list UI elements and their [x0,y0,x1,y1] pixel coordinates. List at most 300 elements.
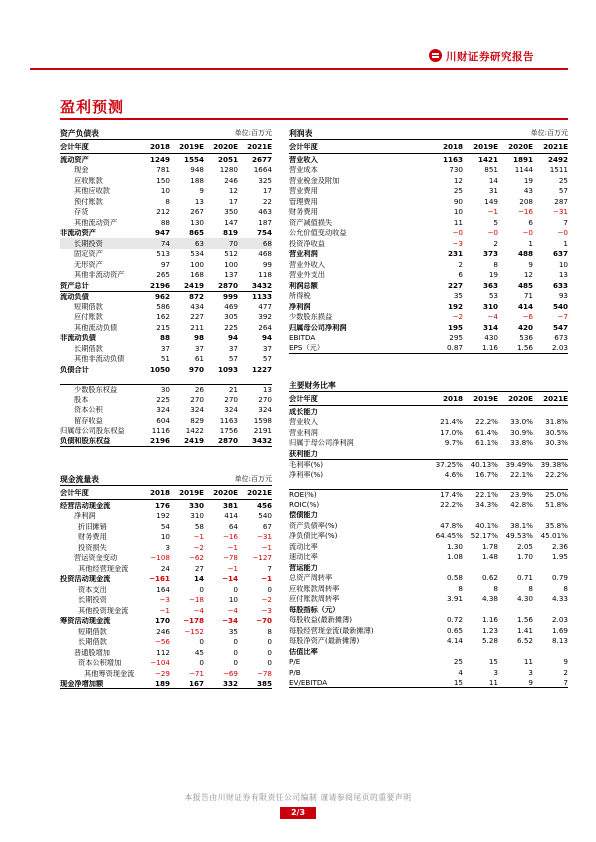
income-cell: 25 [558,175,568,185]
balance-cell: 305 [224,312,238,322]
income-row [289,154,568,165]
cashflow-cell: −2 [193,542,204,552]
balance-cell: 98 [193,333,204,343]
ratios-cell: 0.72 [446,615,463,625]
income-cell: 12 [523,270,533,280]
ratios-row-label: 应付账款周转率 [289,595,340,603]
income-cell: 192 [447,301,463,311]
income-cell: 195 [447,322,463,332]
cashflow-cell: 381 [222,500,238,510]
balance-row-label: 其他应收款 [74,187,110,195]
income-cell: 1 [528,238,533,248]
cashflow-cell: −69 [222,668,238,678]
ratios-row [289,427,568,438]
ratios-row [289,520,568,531]
balance-row-label: 其他流动负债 [74,323,118,331]
ratios-cell: 8.13 [551,636,568,646]
cashflow-header-row [60,486,272,500]
ratios-cell: 33.8% [510,438,533,448]
balance-row [60,217,272,228]
cashflow-row-label: 折旧摊销 [78,522,107,530]
cashflow-cell: −31 [256,532,272,542]
ratios-row-label: 每股净资产(最新摊薄) [289,637,360,645]
ratios-row-label: 总资产周转率 [289,574,333,582]
balance-cell: 534 [190,249,204,259]
ratios-cell: 1.56 [516,615,533,625]
cashflow-row-label: 经营活动现金流 [60,501,111,509]
ratios-cell: 2 [563,667,568,677]
income-cell: −16 [517,207,533,217]
balance-row [60,186,272,197]
income-cell: 71 [523,291,533,301]
balance-row-label: 非流动资产 [60,229,96,237]
balance-cell: 57 [228,354,238,364]
income-cell: 53 [488,291,498,301]
balance-row-label: 应付账款 [74,313,103,321]
ratios-cell: 37.25% [435,459,463,469]
cashflow-cell: −78 [222,553,238,563]
ratios-row [289,552,568,563]
income-cell: 2492 [547,154,568,164]
ratios-cell: 49.53% [505,531,533,541]
ratios-cell: 9 [563,657,568,667]
balance-row-label: 其他非流动资产 [74,271,125,279]
cashflow-cell: −34 [221,616,238,626]
ratios-row [289,499,568,510]
balance-cell: 2419 [183,280,204,290]
cashflow-cell: 167 [188,678,204,688]
ratios-row-label: 净利率(%) [289,470,324,478]
ratios-row [289,657,568,668]
balance-cell: 37 [228,343,238,353]
cashflow-header-label: 会计年度 [60,488,89,497]
ratios-year-header: 2019E [473,393,498,403]
income-cell: 314 [482,322,498,332]
ratios-row [289,417,568,428]
ratios-header-label: 会计年度 [289,394,318,403]
ratios-cell: 22.1% [475,489,498,499]
income-row-label: 营业收入 [289,155,318,163]
cashflow-row-label: 净利润 [74,512,96,520]
balance-cell: 51 [160,354,170,364]
income-row-label: 公允价值变动收益 [289,229,347,237]
ratios-row [289,448,568,459]
cashflow-cell: 0 [199,658,204,668]
income-cell: 485 [517,280,533,290]
income-row-label: 营业外收入 [289,260,325,268]
income-cell: 287 [554,196,568,206]
ratios-cell: 4.14 [446,636,463,646]
cashflow-cell: −70 [255,616,272,626]
income-row [289,291,568,302]
income-cell: −0 [522,228,533,238]
ratios-row-label: 每股经营现金流(最新摊薄) [289,626,374,634]
balance-cell: 37 [160,343,170,353]
income-row-label: 资产减值损失 [289,218,333,226]
balance-cell: 324 [258,405,272,415]
ratios-cell: 4.30 [516,594,533,604]
income-cell: 19 [523,175,533,185]
income-cell: −6 [522,312,533,322]
balance-cell: 1598 [253,415,272,425]
cashflow-cell: 310 [190,511,204,521]
balance-row-label: 资产总计 [60,281,89,289]
balance-cell: 70 [228,238,238,248]
balance-row [60,175,272,186]
cashflow-year-header: 2020E [213,487,238,497]
income-cell: 536 [519,333,533,343]
ratios-row-label: 每股指标（元） [289,605,340,613]
balance-cell: 1664 [253,165,272,175]
balance-row [60,249,272,260]
income-cell: 673 [554,333,568,343]
income-row-label: 营业外支出 [289,271,325,279]
income-cell: 430 [484,333,498,343]
footer-disclaimer: 本报告由川财证券有限责任公司编制 谨请参阅尾页的重要声明 [184,793,412,802]
balance-row [60,354,272,365]
cashflow-cell: 54 [160,521,170,531]
cashflow-row-label: 短期借款 [78,627,107,635]
balance-cell: 212 [156,207,170,217]
ratios-cell: 25 [453,657,463,667]
ratios-cell: 39.49% [505,459,533,469]
cashflow-cell: 414 [224,511,238,521]
cashflow-cell: −161 [148,574,170,584]
income-row-label: 所得税 [289,292,311,300]
income-cell: 1144 [514,165,533,175]
cashflow-cell: −18 [188,595,204,605]
cashflow-row-label: 长期投资 [78,596,107,604]
cashflow-cell: 540 [258,511,272,521]
income-cell: 420 [517,322,533,332]
balance-cell: 1093 [217,364,238,374]
balance-row [60,165,272,176]
income-cell: 90 [453,196,463,206]
income-cell: 10 [558,259,568,269]
balance-row-label: 现金 [74,166,89,174]
ratios-cell: 42.8% [510,499,533,509]
balance-row-label: 负债和股东权益 [60,437,111,445]
ratios-cell: 5.28 [481,636,498,646]
ratios-cell: 51.8% [545,499,568,509]
ratios-cell: 23.9% [510,489,533,499]
income-cell: 6 [458,270,463,280]
balance-row [60,322,272,333]
ratios-row-label: 资产负债率(%) [289,521,338,529]
cashflow-row [60,647,272,658]
balance-row-label: 留存收益 [74,416,103,424]
ratios-cell: 9.7% [444,438,463,448]
balance-title-row [60,128,272,140]
balance-cell: 1422 [185,426,204,436]
ratios-cell: 2.05 [516,541,533,551]
ratios-cell: 1.23 [481,625,498,635]
ratios-row [289,541,568,552]
cashflow-cell: 8 [267,626,272,636]
balance-cell: 477 [258,301,272,311]
balance-cell: 970 [188,364,204,374]
ratios-cell: 8 [528,583,533,593]
balance-cell: 270 [190,394,204,404]
cashflow-row [60,679,272,690]
ratios-cell: 34.3% [475,499,498,509]
balance-cell: 865 [188,228,204,238]
income-row [289,259,568,270]
income-cell: 637 [552,249,568,259]
cashflow-row-label: 投资损失 [78,543,107,551]
cashflow-cell: 192 [156,511,170,521]
ratios-title: 主要财务比率 [289,380,336,390]
income-cell: 2.03 [551,343,568,353]
ratios-cell: 15 [488,657,498,667]
cashflow-cell: 14 [193,574,204,584]
balance-cell: 118 [258,270,272,280]
balance-cell: 211 [190,322,204,332]
income-cell: −0 [487,228,498,238]
income-cell: 19 [488,270,498,280]
ratios-row-label: ROE(%) [289,490,317,498]
balance-cell: 2677 [251,154,272,164]
balance-cell: 270 [258,394,272,404]
balance-row [60,415,272,426]
income-row [289,280,568,291]
balance-cell: 246 [224,175,238,185]
cashflow-cell: 3 [165,542,170,552]
cashflow-cell: −3 [159,595,170,605]
cashflow-row [60,500,272,511]
balance-cell: 324 [156,405,170,415]
cashflow-cell: 67 [262,521,272,531]
cashflow-cell: 330 [188,500,204,510]
ratios-title-row [289,380,568,392]
ratios-cell: 6.52 [516,636,533,646]
income-cell: −0 [557,228,568,238]
ratios-cell: 17.4% [440,489,463,499]
cashflow-cell: 0 [199,637,204,647]
income-row [289,165,568,176]
income-cell: 0.87 [446,343,463,353]
balance-cell: 469 [224,301,238,311]
ratios-cell: 1.30 [446,541,463,551]
company-logo-icon [429,49,442,62]
cashflow-row [60,605,272,616]
cashflow-cell: −71 [188,668,204,678]
balance-cell: 392 [258,312,272,322]
balance-cell: 68 [262,238,272,248]
cashflow-cell: 332 [222,678,238,688]
balance-cell: 17 [228,196,238,206]
balance-cell: 10 [160,186,170,196]
balance-cell: 586 [156,301,170,311]
cashflow-cell: 0 [267,658,272,668]
cashflow-cell: 27 [194,563,204,573]
income-cell: 208 [519,196,533,206]
cashflow-cell: 176 [154,500,170,510]
header-rule [30,68,568,70]
income-row [289,301,568,312]
ratios-row [289,667,568,678]
balance-row [60,238,272,249]
income-cell: −31 [552,207,568,217]
ratios-row [289,459,568,470]
balance-row [60,384,272,395]
financial-ratios-table [289,380,568,688]
balance-year-header: 2020E [213,141,238,151]
income-cell: 5 [493,217,498,227]
cashflow-cell: 35 [228,626,238,636]
cashflow-cell: −152 [184,626,204,636]
cashflow-cell: −108 [150,553,170,563]
ratios-cell: 11 [488,677,498,687]
balance-year-header: 2018 [149,141,170,151]
cashflow-cell: 189 [154,678,170,688]
balance-cell: 147 [224,217,238,227]
cashflow-row-label: 投资活动现金流 [60,575,111,583]
balance-cell: 3432 [251,280,272,290]
income-row-label: 投资净收益 [289,239,325,247]
balance-cell: 227 [190,312,204,322]
balance-header-row [60,140,272,154]
income-year-header: 2019E [473,141,498,151]
cashflow-row-label: 长期借款 [78,638,107,646]
ratios-row-label: 归属于母公司净利润 [289,439,354,447]
balance-cell: 872 [188,291,204,301]
balance-row-label: 其他非流动负债 [74,355,125,363]
cashflow-cell: −29 [154,668,170,678]
balance-cell: 1280 [219,165,238,175]
ratios-cell: 21.4% [440,417,463,427]
ratios-row-label: 每股收益(最新摊薄) [289,616,353,624]
cashflow-cell: 64 [228,521,238,531]
income-row-label: 营业税金及附加 [289,176,340,184]
income-row [289,238,568,249]
ratios-cell: 1.69 [551,625,568,635]
income-cell: 1511 [549,165,568,175]
ratios-cell: 3 [528,667,533,677]
ratios-cell: 39.38% [540,459,568,469]
cashflow-cell: −178 [182,616,204,626]
income-cell: 12 [453,175,463,185]
cashflow-cell: 385 [256,678,272,688]
balance-cell: 350 [224,207,238,217]
cashflow-row [60,658,272,669]
cashflow-cell: 0 [233,584,238,594]
income-row-label: 管理费用 [289,197,318,205]
ratios-row-label: ROIC(%) [289,500,320,508]
balance-cell: 948 [190,165,204,175]
ratios-cell: 2.03 [551,615,568,625]
balance-cell: 2419 [183,436,204,446]
ratios-spacer [289,480,568,489]
income-cell: 9 [528,259,533,269]
ratios-cell: 0.79 [551,573,568,583]
cashflow-cell: 0 [267,647,272,657]
balance-cell: 21 [228,384,238,394]
ratios-cell: 3.91 [446,594,463,604]
income-cell: 149 [484,196,498,206]
ratios-cell: 1.41 [516,625,533,635]
income-cell: 25 [453,186,463,196]
cashflow-row-label: 现金净增加额 [60,679,104,687]
balance-cell: 12 [228,186,238,196]
balance-cell: 97 [160,259,170,269]
balance-cell: 781 [156,165,170,175]
balance-cell: 37 [194,343,204,353]
balance-row-label: 无形资产 [74,260,103,268]
balance-cell: 168 [190,270,204,280]
cashflow-title: 现金流量表 [60,474,99,484]
cashflow-cell: −3 [261,605,272,615]
balance-cell: 947 [154,228,170,238]
ratios-cell: 17.0% [440,427,463,437]
ratios-row-label: EV/EBITDA [289,678,328,686]
ratios-cell: 8 [493,583,498,593]
income-cell: −7 [557,312,568,322]
cashflow-cell: −1 [227,542,238,552]
ratios-cell: 4.33 [551,594,568,604]
cashflow-cell: −16 [222,532,238,542]
balance-cell: 8 [165,196,170,206]
cashflow-cell: 10 [160,532,170,542]
cashflow-row [60,637,272,648]
ratios-cell: 40.13% [470,459,498,469]
cashflow-cell: −14 [221,574,238,584]
cashflow-cell: −4 [227,605,238,615]
cashflow-cell: −1 [159,605,170,615]
income-row [289,207,568,218]
balance-row [60,364,272,375]
ratios-row-label: P/B [289,668,301,676]
income-row [289,343,568,354]
ratios-cell: 61.1% [475,438,498,448]
ratios-cell: 1.70 [516,552,533,562]
income-row-label: 营业利润 [289,250,318,258]
balance-cell: 434 [190,301,204,311]
cashflow-row-label: 其他筹资现金流 [84,669,135,677]
balance-cell: 57 [262,354,272,364]
cashflow-cell: −1 [227,563,238,573]
income-cell: −1 [487,207,498,217]
section-rule [60,118,568,120]
cashflow-cell: 0 [233,647,238,657]
income-cell: 540 [552,301,568,311]
ratios-row [289,510,568,521]
balance-cell: 1050 [149,364,170,374]
ratios-cell: 0.71 [516,573,533,583]
income-cell: 730 [449,165,463,175]
ratios-row [289,531,568,542]
income-cell: 2 [493,238,498,248]
cashflow-row [60,542,272,553]
balance-cell: 1116 [151,426,170,436]
balance-row-label: 长期借款 [74,344,103,352]
ratios-cell: 47.8% [440,520,463,530]
balance-cell: 100 [224,259,238,269]
balance-row-label: 资本公积 [74,406,103,414]
income-cell: 547 [552,322,568,332]
balance-row [60,301,272,312]
ratios-cell: 2.36 [551,541,568,551]
income-row [289,186,568,197]
ratios-row-label: 应收账款周转率 [289,584,340,592]
cashflow-row [60,595,272,606]
income-cell: 414 [517,301,533,311]
income-cell: −4 [487,312,498,322]
income-cell: −2 [452,312,463,322]
cashflow-row [60,626,272,637]
cashflow-row-label: 其他投资现金流 [78,606,129,614]
balance-row [60,270,272,281]
